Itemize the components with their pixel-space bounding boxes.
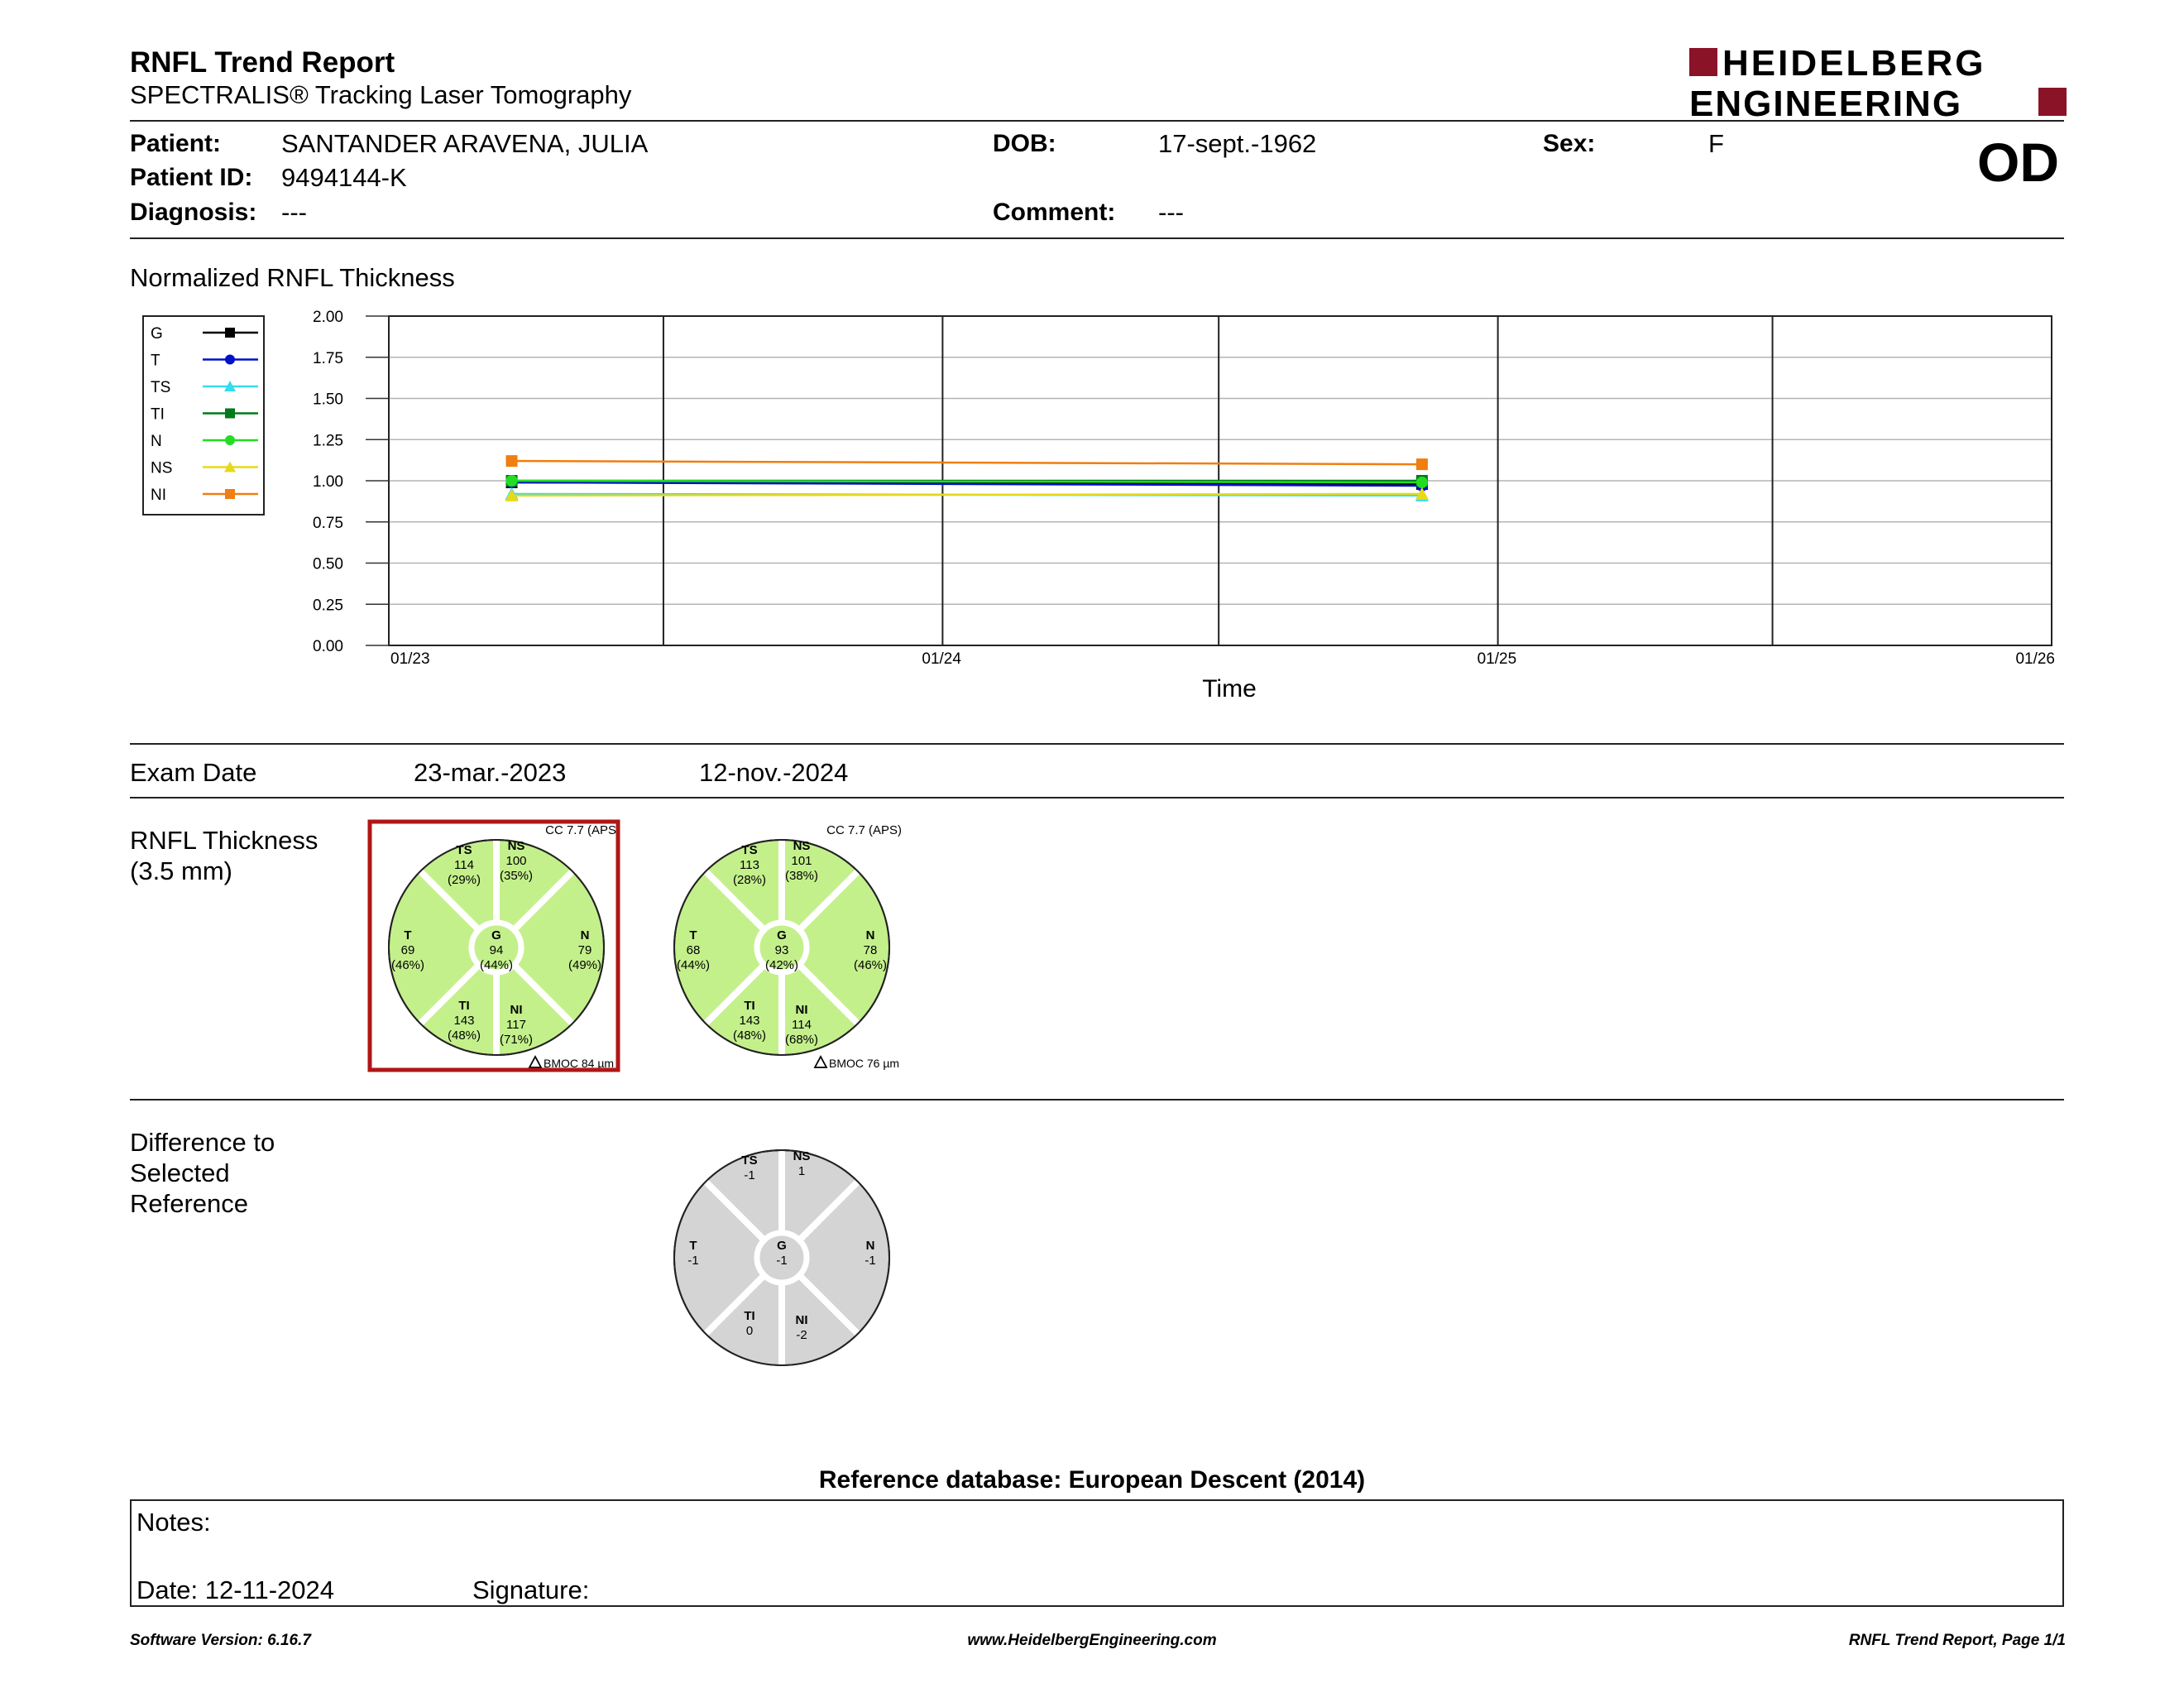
sector-value: 68 (686, 943, 701, 957)
data-point-n (1416, 477, 1428, 488)
sector-percent: (29%) (447, 873, 481, 887)
chart-divider (130, 743, 2064, 745)
thickness-divider (130, 1099, 2064, 1101)
sector-name: T (689, 1239, 697, 1253)
difference-label (130, 1127, 275, 1219)
sector-name: TS (456, 843, 472, 857)
chart-legend (143, 316, 264, 515)
sector-value: 143 (739, 1014, 760, 1028)
sector-percent: (46%) (390, 958, 425, 972)
sector-value: 143 (453, 1014, 475, 1028)
sector-value: 93 (774, 943, 789, 957)
dob-value: 17-sept.-1962 (1158, 129, 1317, 158)
sector-percent: (38%) (784, 869, 819, 883)
y-tick-label: 1.75 (313, 349, 343, 367)
difference-label-line1: Difference to (130, 1128, 275, 1157)
sex-value: F (1708, 129, 1724, 158)
exam-date-label: Exam Date (130, 758, 257, 787)
legend-label: TS (151, 379, 171, 396)
sex-label: Sex: (1543, 130, 1596, 157)
sector-name: TS (741, 1153, 758, 1168)
sector-value: 79 (577, 943, 592, 957)
delta-icon (529, 1057, 541, 1067)
sector-value: -1 (864, 1254, 876, 1268)
thickness-circle-1[interactable] (364, 819, 629, 1076)
legend-label: NI (151, 487, 166, 504)
comment-label: Comment: (993, 199, 1116, 226)
sector-percent: (28%) (732, 873, 767, 887)
sector-name: NS (793, 1149, 811, 1163)
difference-label-line2: Selected (130, 1158, 230, 1187)
sector-name: NI (795, 1313, 808, 1327)
legend-label: NS (151, 459, 173, 477)
signature-label: Signature: (472, 1575, 590, 1604)
y-tick-label: 1.50 (313, 391, 343, 409)
trend-chart (124, 298, 2085, 712)
y-tick-label: 0.00 (313, 638, 343, 655)
sector-value: 1 (797, 1164, 806, 1178)
sector-value: 113 (740, 858, 759, 872)
thickness-label-line2: (3.5 mm) (130, 856, 232, 885)
heidelberg-logo (1688, 43, 2068, 126)
sector-percent: (49%) (568, 958, 602, 972)
sector-name: NS (507, 839, 525, 853)
sector-name: N (865, 928, 875, 942)
sector-value: 114 (792, 1018, 812, 1032)
difference-label-line3: Reference (130, 1189, 249, 1218)
thickness-label-line1: RNFL Thickness (130, 826, 318, 855)
logo-square-bottom (2038, 88, 2067, 116)
patient-id-label: Patient ID: (130, 164, 253, 191)
sector-value: 101 (791, 854, 812, 868)
eye-indicator: OD (1977, 132, 2059, 193)
diagnosis-value: --- (281, 198, 307, 227)
sector-value: 94 (489, 943, 504, 957)
series-line-ni (512, 461, 1422, 464)
sector-name: TI (458, 999, 470, 1013)
sector-value: 0 (745, 1324, 754, 1338)
sector-percent: (44%) (676, 958, 711, 972)
legend-marker (225, 435, 235, 445)
y-tick-label: 0.75 (313, 514, 343, 532)
sector-name: TS (741, 843, 758, 857)
sector-name: T (689, 928, 697, 942)
data-point-ni (506, 455, 518, 467)
comment-value: --- (1158, 198, 1184, 227)
cc-label: CC 7.7 (APS) (826, 823, 902, 837)
sector-name: T (404, 928, 412, 942)
patient-divider (130, 237, 2064, 239)
x-axis (390, 650, 2055, 668)
data-point-n (506, 475, 518, 487)
sector-n (864, 1239, 875, 1268)
patient-id-value: 9494144-K (281, 163, 407, 192)
sector-value: -1 (687, 1254, 699, 1268)
footer-page: RNFL Trend Report, Page 1/1 (1848, 1632, 2066, 1649)
difference-circle[interactable] (649, 1129, 914, 1386)
notes-box[interactable] (130, 1499, 2064, 1607)
sector-percent: (46%) (853, 958, 888, 972)
legend-marker (225, 489, 235, 499)
date-label: Date: 12-11-2024 (136, 1575, 334, 1604)
report-subtitle: SPECTRALIS® Tracking Laser Tomography (130, 80, 632, 109)
x-tick-label: 01/26 (2015, 650, 2055, 668)
sector-name: N (580, 928, 590, 942)
sector-g (776, 1239, 787, 1268)
y-tick-label: 2.00 (313, 309, 343, 326)
sector-value: -1 (776, 1254, 788, 1268)
sector-percent: (48%) (447, 1029, 481, 1043)
x-axis-label: Time (1202, 675, 1257, 703)
sector-name: G (777, 928, 787, 942)
sector-name: G (491, 928, 501, 942)
x-tick-label: 01/25 (1477, 650, 1517, 668)
sector-value: -2 (796, 1328, 807, 1342)
sector-name: TI (744, 1309, 755, 1323)
delta-icon (815, 1057, 826, 1067)
sector-name: NI (510, 1003, 523, 1017)
sector-name: N (865, 1239, 875, 1253)
legend-marker (225, 328, 235, 338)
trend-section-title: Normalized RNFL Thickness (130, 263, 455, 292)
logo-line1: HEIDELBERG (1722, 43, 1986, 84)
y-tick-label: 1.25 (313, 432, 343, 450)
y-tick-label: 1.00 (313, 473, 343, 491)
sector-value: -1 (744, 1168, 755, 1182)
sector-value: 78 (863, 943, 878, 957)
legend-marker (225, 409, 235, 419)
bmoc-label: BMOC 76 µm (829, 1057, 900, 1070)
footer-website[interactable]: www.HeidelbergEngineering.com (967, 1632, 1217, 1649)
cc-label: CC 7.7 (APS (545, 823, 616, 837)
patient-value: SANTANDER ARAVENA, JULIA (281, 129, 649, 158)
legend-marker (225, 355, 235, 365)
sector-percent: (35%) (499, 869, 534, 883)
sector-percent: (68%) (784, 1033, 819, 1047)
logo-line2: ENGINEERING (1689, 84, 1963, 124)
x-tick-label: 01/23 (390, 650, 430, 668)
exam-divider (130, 797, 2064, 798)
dob-label: DOB: (993, 130, 1056, 157)
data-point-ni (1416, 458, 1428, 470)
sector-name: NS (793, 839, 811, 853)
footer-software-version: Software Version: 6.16.7 (130, 1632, 311, 1649)
bmoc-label: BMOC 84 µm (544, 1057, 615, 1070)
sector-name: NI (795, 1003, 808, 1017)
y-tick-label: 0.25 (313, 597, 343, 615)
sector-name: G (777, 1239, 787, 1253)
sector-value: 114 (454, 858, 474, 872)
notes-label: Notes: (136, 1508, 211, 1537)
sector-percent: (44%) (479, 958, 514, 972)
sector-percent: (71%) (499, 1033, 534, 1047)
exam-date-2: 12-nov.-2024 (699, 758, 849, 787)
sector-name: TI (744, 999, 755, 1013)
legend-label: G (151, 325, 163, 343)
header-divider (130, 120, 2064, 122)
diagnosis-label: Diagnosis: (130, 199, 257, 226)
sector-percent: (42%) (764, 958, 799, 972)
legend-label: T (151, 352, 160, 370)
sector-value: 69 (400, 943, 415, 957)
legend-label: N (151, 433, 162, 450)
sector-value: 100 (505, 854, 527, 868)
legend-label: TI (151, 405, 165, 424)
thickness-circle-2[interactable] (649, 819, 914, 1076)
logo-square-top (1689, 48, 1717, 76)
x-tick-label: 01/24 (922, 650, 961, 668)
chart-series (505, 455, 1429, 501)
y-tick-label: 0.50 (313, 555, 343, 573)
reference-database: Reference database: European Descent (2014) (818, 1466, 1366, 1494)
report-title: RNFL Trend Report (130, 46, 395, 79)
patient-label: Patient: (130, 130, 222, 157)
thickness-label (130, 825, 318, 886)
exam-date-1: 23-mar.-2023 (414, 758, 567, 787)
y-axis (313, 309, 389, 655)
sector-value: 117 (506, 1018, 526, 1032)
sector-ni (796, 1313, 808, 1342)
sector-percent: (48%) (732, 1029, 767, 1043)
